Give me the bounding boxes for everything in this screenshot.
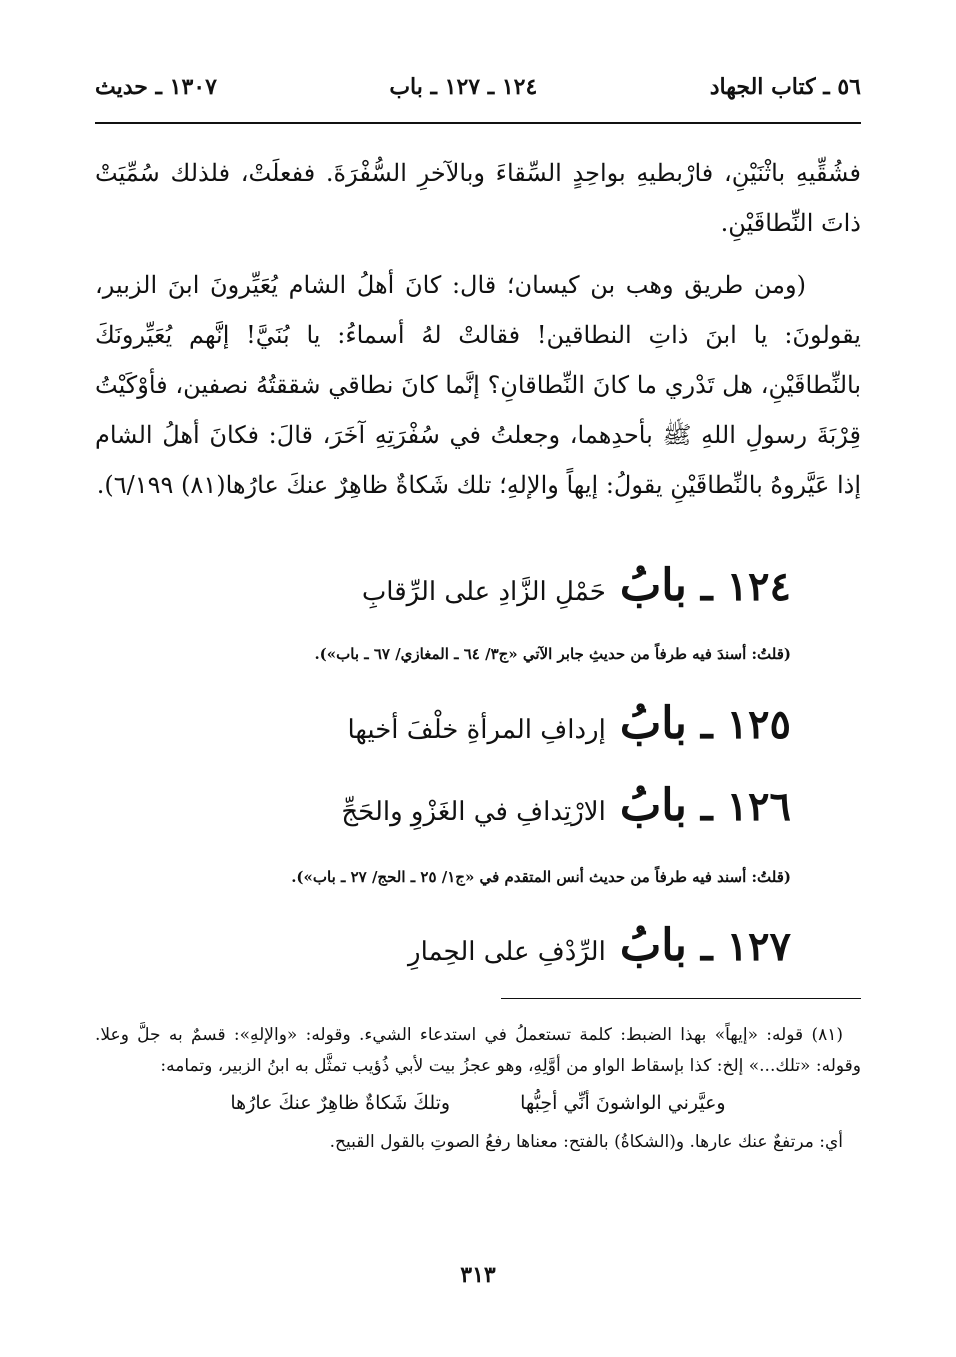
page-number: ٣١٣ <box>460 1262 496 1288</box>
chapter-number: ١٢٧ ـ <box>700 923 791 970</box>
chapter-heading-126 <box>95 780 791 831</box>
header-chapter-range: ١٢٤ ـ ١٢٧ ـ باب <box>389 74 538 100</box>
editor-note-126: (قلتُ: أسند فيه طرفاً من حديث أنس المتقدم في «ج١/ ٢٥ ـ الحج/ ٢٧ ـ باب»). <box>291 868 791 886</box>
verse-first-hemistich: وعيَّرني الواشونَ أنِّي أحِبُّها <box>520 1092 726 1114</box>
chapter-title: الرِّدْفِ على الحِمارِ <box>408 937 606 967</box>
chapter-word: بابُ <box>619 780 687 831</box>
footnote-81: (٨١) قوله: «إيهاً» بهذا الضبط: كلمة تستعملُ في استدعاء الشيء. وقوله: «والإلهِ»: قسمٌ به جلَّ وعلا. وقوله: «تلك...» إلخ: كذا بإسقاط الواو من أوَّلِهِ، وهو عجزُ بيت لأبي ذُؤيب تمثَّل به ابنُ الزبير، وتمامه: <box>95 1025 861 1076</box>
body-paragraph-1: فشُقِّيهِ باثْنَيْنِ، فارْبطيهِ بواحِدٍ السِّقاءَ وبالآخرِ السُّفْرَةَ. ففعلَتْ، فلذلك سُمِّيَتْ ذاتَ النِّطاقَيْنِ. <box>95 159 861 237</box>
chapter-number: ١٢٥ ـ <box>700 701 791 748</box>
running-header <box>95 70 861 104</box>
main-text <box>95 148 861 510</box>
chapter-number: ١٢٦ ـ <box>700 783 791 830</box>
chapter-heading-124 <box>95 560 791 611</box>
editor-note-124: (قلتُ: أسندَ فيه طرفاً من حديثِ جابر الآتي «ج٣/ ٦٤ ـ المغازي/ ٦٧ ـ باب»). <box>314 645 791 663</box>
body-paragraph-2: (ومن طريق وهب بن كيسان؛ قال: كانَ أهلُ الشام يُعَيِّرونَ ابنَ الزبير، يقولونَ: يا ابنَ ذاتِ النطاقين! فقالتْ لهُ أسماءُ: يا بُنَيَّ! إنَّهم يُعَيِّرونَكَ بالنِّطاقَيْنِ، هل تَدْري ما كانَ النِّطاقانِ؟ إنَّما كانَ نطاقي شققتُهُ نصفين، فأوْكَيْتُ قِرْبَةَ رسولِ اللهِ ﷺ بأحدِهما، وجعلتُ في سُفْرَتِهِ آخَرَ، قالَ: فكانَ أهلُ الشام إذا عَيَّروهُ بالنِّطاقَيْنِ يقولُ: إيهاً والإلهِ؛ تلك شَكاةٌ ظاهِرٌ عنكَ عارُها(٨١) ٦/١٩٩). <box>95 271 861 499</box>
verse-second-hemistich: وتلكَ شَكاةٌ ظاهِرٌ عنكَ عارُها <box>230 1092 451 1114</box>
chapter-heading-127 <box>95 920 791 971</box>
header-hadith-number: ١٣٠٧ ـ حديث <box>95 74 217 100</box>
chapter-title: إردافِ المرأةِ خلْفَ أخيها <box>347 715 606 745</box>
header-book-title: ٥٦ ـ كتاب الجهاد <box>709 74 861 100</box>
chapter-word: بابُ <box>619 560 687 611</box>
footnote-explanation: أي: مرتفعٌ عنك عارها. و(الشكاةُ) بالفتح: معناها رفعُ الصوتِ بالقول القبيح. <box>329 1132 843 1152</box>
chapter-heading-125 <box>95 698 791 749</box>
chapter-word: بابُ <box>619 920 687 971</box>
chapter-title: حَمْلِ الزَّادِ على الرِّقابِ <box>361 577 606 607</box>
chapter-number: ١٢٤ ـ <box>700 563 791 610</box>
chapter-title: الارْتِدافِ في الغَزْوِ والحَجِّ <box>341 797 606 827</box>
header-divider <box>95 122 861 124</box>
poetry-verse <box>95 1088 861 1119</box>
footnotes <box>95 1020 861 1158</box>
chapter-word: بابُ <box>619 698 687 749</box>
footnote-divider <box>501 998 861 999</box>
